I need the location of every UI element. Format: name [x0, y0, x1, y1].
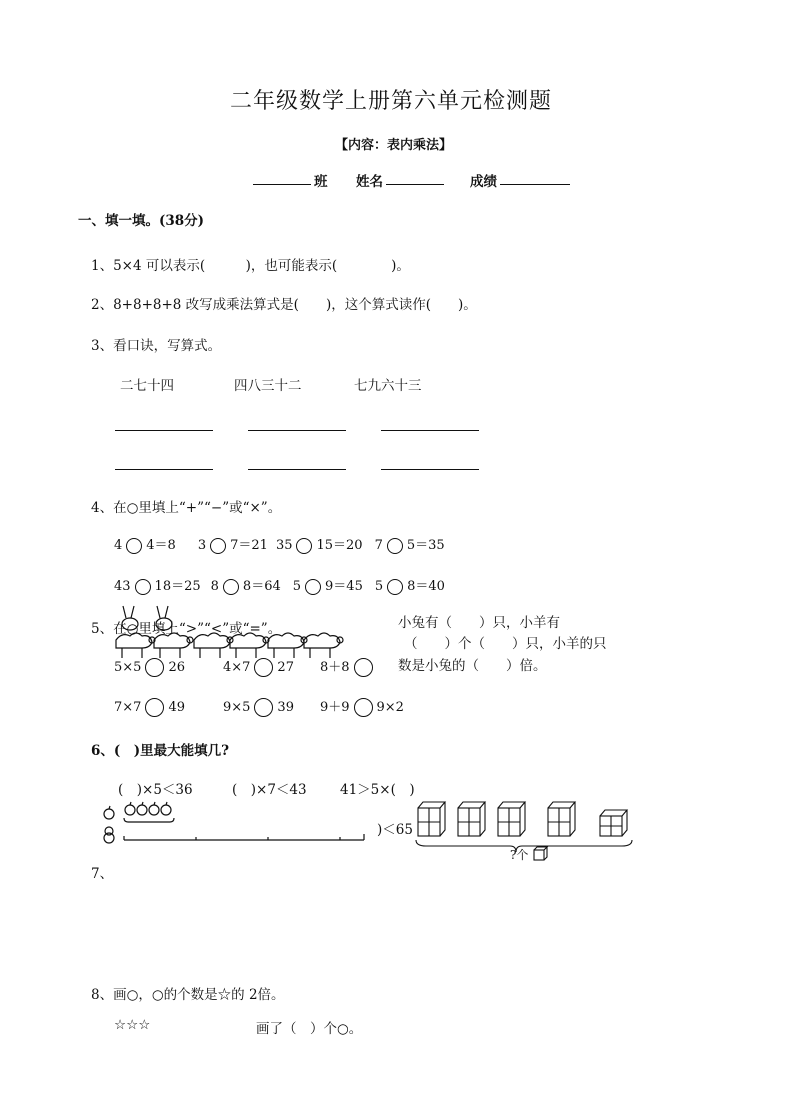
- answer-circle[interactable]: [387, 579, 403, 595]
- answer-circle[interactable]: [296, 538, 312, 554]
- sheep-icon: [194, 633, 233, 658]
- section1-heading: 一、填一填。(38分): [78, 213, 205, 229]
- answer-line[interactable]: [381, 430, 479, 431]
- operand: 18＝25: [154, 579, 201, 594]
- answer-line[interactable]: [248, 469, 346, 470]
- answer-circle[interactable]: [126, 538, 142, 554]
- answer-circle[interactable]: [305, 579, 321, 595]
- answer-line[interactable]: [248, 430, 346, 431]
- operand: 8＋8: [319, 660, 350, 675]
- operand: 7＝21: [230, 538, 268, 553]
- rhyme-2: 四八三十二: [234, 378, 302, 394]
- sheep-icon: [304, 633, 343, 658]
- answer-circle[interactable]: [354, 658, 373, 677]
- operand: 5: [374, 579, 384, 594]
- question-6: 6、( )里最大能填几?: [91, 743, 230, 759]
- sheep-icon: [116, 633, 155, 658]
- cube-stack-icon: [458, 802, 485, 836]
- q4-row-2: [114, 575, 445, 595]
- q8-stars: ☆☆☆: [114, 1017, 151, 1033]
- sheep-icon: [230, 633, 269, 658]
- answer-circle[interactable]: [254, 658, 273, 677]
- q5-row-2: [114, 696, 404, 717]
- q4-row-1: [114, 534, 445, 554]
- q6-item-2: ( )×7＜43: [232, 782, 307, 798]
- rabbit-icon: [122, 606, 138, 630]
- rhyme-3: 七九六十三: [354, 378, 422, 394]
- operand: 8＝64: [242, 579, 281, 594]
- operand: 9×2: [376, 700, 404, 715]
- question-8: 8、画○，○的个数是☆的 2倍。: [91, 987, 285, 1003]
- operand: 4×7: [222, 660, 251, 675]
- operand: 7: [374, 538, 383, 553]
- operand: 9＋9: [319, 700, 350, 715]
- operand: 4: [114, 538, 123, 553]
- operand: 5: [292, 579, 302, 594]
- sheep-icon: [268, 633, 307, 658]
- answer-circle[interactable]: [354, 698, 373, 717]
- q6-item-3: 41＞5×( ): [340, 782, 415, 798]
- answer-circle[interactable]: [145, 698, 164, 717]
- q6-item-1: ( )×5＜36: [118, 782, 193, 798]
- cube-icon: [534, 847, 547, 860]
- q6-fragment: )＜65: [377, 822, 413, 838]
- operand: 39: [277, 700, 294, 715]
- answer-circle[interactable]: [254, 698, 273, 717]
- question-4: 4、在○里填上“+”“−”或“×”。: [91, 500, 282, 516]
- q5-side-text-2: （ ）个（ ）只，小羊的只: [404, 636, 607, 652]
- cube-stack-icon: [600, 810, 627, 836]
- question-2: 2、8+8+8+8 改写成乘法算式是( )，这个算式读作( )。: [91, 297, 477, 313]
- class-blank[interactable]: [253, 184, 311, 185]
- answer-circle[interactable]: [210, 538, 226, 554]
- cube-question-label: ?个: [510, 848, 529, 862]
- apple-line-illustration: [100, 804, 380, 848]
- page-title: 二年级数学上册第六单元检测题: [230, 89, 553, 114]
- operand: 9＝45: [325, 579, 363, 594]
- class-label: 班: [314, 174, 328, 190]
- answer-line[interactable]: [115, 469, 213, 470]
- pear-icon: [104, 827, 114, 843]
- rabbit-sheep-illustration: [112, 604, 352, 664]
- operand: 27: [277, 660, 294, 675]
- cube-stack-icon: [498, 802, 525, 836]
- operand: 43: [114, 579, 131, 594]
- q5-side-text-1: 小兔有（ ）只，小羊有: [398, 615, 560, 631]
- page-subtitle: 【内容：表内乘法】: [335, 138, 453, 153]
- operand: 35: [275, 538, 293, 553]
- operand: 8: [210, 579, 219, 594]
- answer-circle[interactable]: [135, 579, 151, 595]
- q5-row-1: [114, 656, 377, 677]
- q8-answer: 画了（ ）个○。: [256, 1021, 363, 1037]
- cube-stack-icon: [548, 802, 575, 836]
- apple-icon: [125, 802, 135, 815]
- answer-line[interactable]: [115, 430, 213, 431]
- name-label: 姓名: [356, 174, 383, 190]
- operand: 7×7: [114, 700, 142, 715]
- answer-circle[interactable]: [145, 658, 164, 677]
- question-1: 1、5×4 可以表示( )，也可能表示( )。: [91, 258, 410, 274]
- question-3: 3、看口诀，写算式。: [91, 338, 222, 354]
- sheep-icon: [154, 633, 193, 658]
- cube-stack-icon: [418, 802, 445, 836]
- rhyme-1: 二七十四: [120, 378, 174, 394]
- answer-line[interactable]: [381, 469, 479, 470]
- operand: 26: [168, 660, 185, 675]
- apple-icon: [104, 806, 114, 819]
- question-7: 7、: [91, 866, 114, 882]
- answer-circle[interactable]: [223, 579, 239, 595]
- operand: 5＝35: [406, 538, 445, 553]
- operand: 9×5: [222, 700, 251, 715]
- operand: 5×5: [114, 660, 142, 675]
- name-blank[interactable]: [386, 184, 444, 185]
- apple-icon: [137, 802, 147, 815]
- operand: 15＝20: [316, 538, 363, 553]
- apple-icon: [161, 802, 171, 815]
- operand: 3: [197, 538, 207, 553]
- apple-icon: [149, 802, 159, 815]
- operand: 4＝8: [146, 538, 176, 553]
- question-5: 5、在○里填上“>”“<”或“=”。: [91, 621, 282, 637]
- answer-circle[interactable]: [387, 538, 403, 554]
- score-label: 成绩: [470, 174, 497, 190]
- rabbit-icon: [156, 606, 172, 630]
- operand: 49: [168, 700, 185, 715]
- operand: 8＝40: [407, 579, 445, 594]
- score-blank[interactable]: [500, 184, 570, 185]
- q5-side-text-3: 数是小兔的（ ）倍。: [398, 658, 547, 674]
